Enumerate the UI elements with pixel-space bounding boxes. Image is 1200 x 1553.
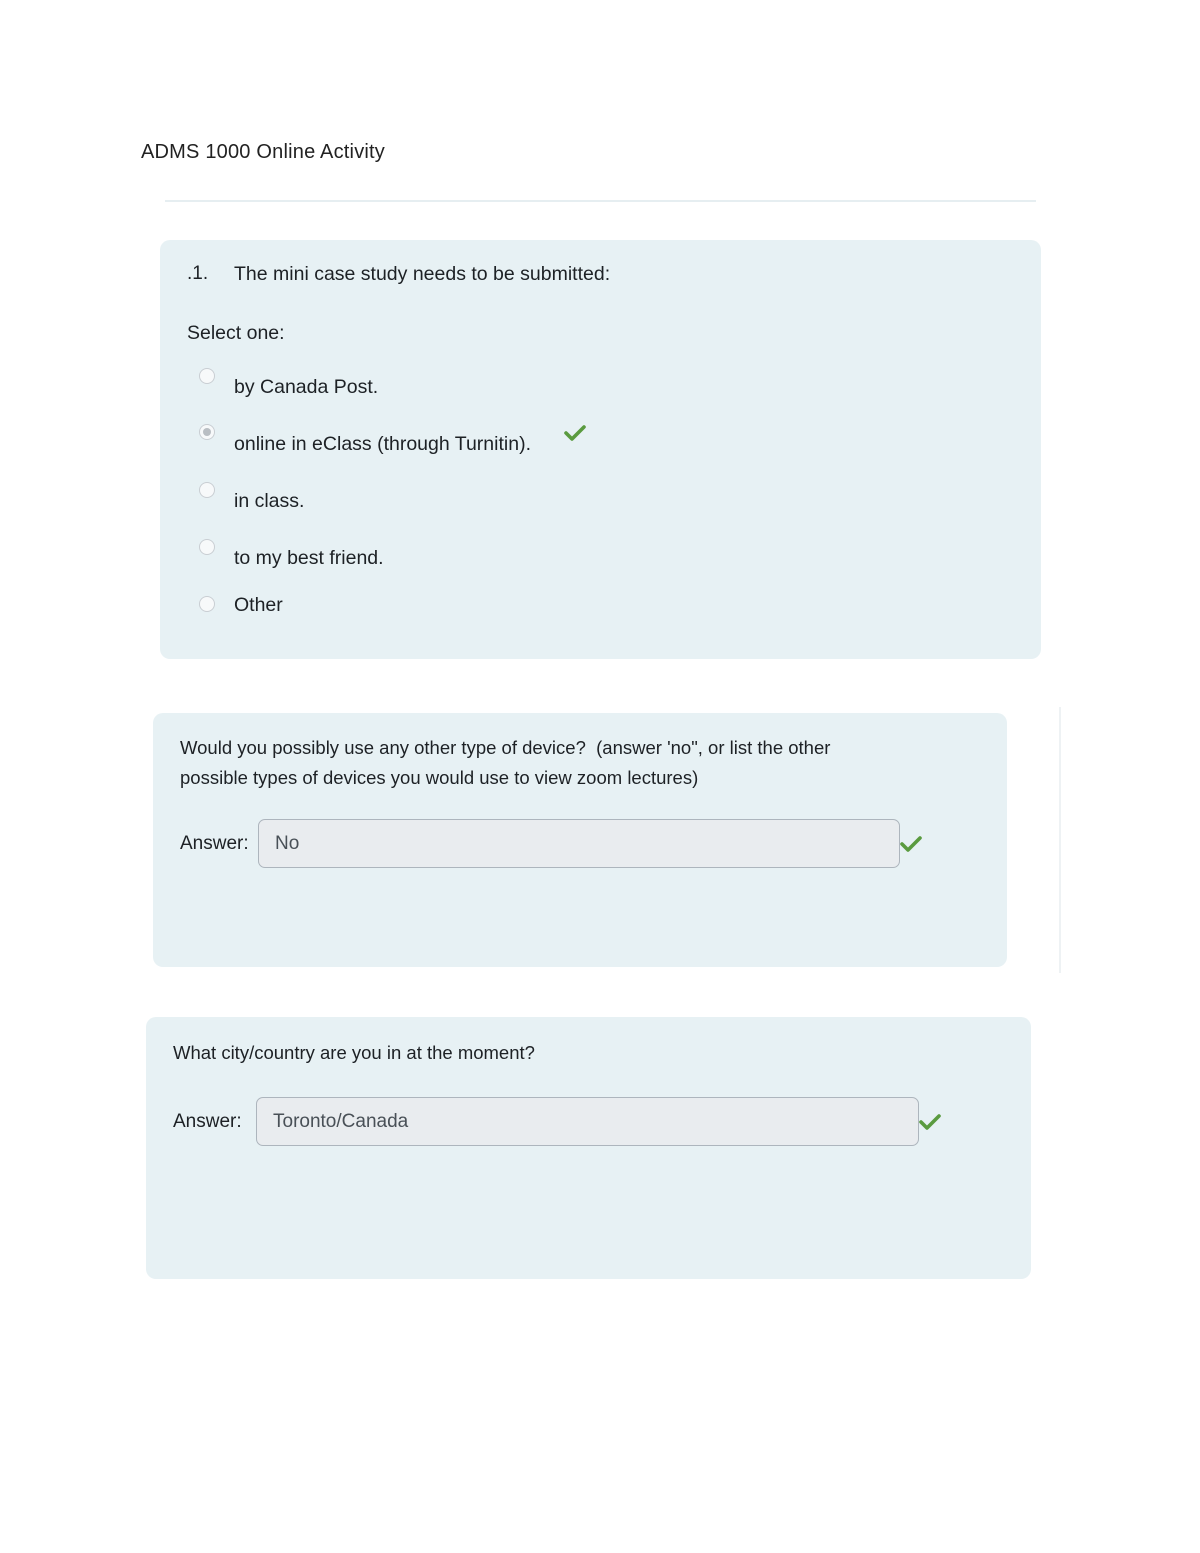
- option-label-other[interactable]: Other: [234, 594, 283, 616]
- question-card-2: [153, 713, 1007, 967]
- correct-check-icon: [919, 1113, 941, 1131]
- header-divider: [165, 200, 1036, 202]
- document-title: ADMS 1000 Online Activity: [141, 141, 385, 163]
- option-radio-canada-post[interactable]: [199, 368, 215, 384]
- question-text: The mini case study needs to be submitted:: [234, 263, 611, 285]
- question-prompt-line-2: possible types of devices you would use to view zoom lectures): [180, 767, 699, 788]
- select-one-instruction: Select one:: [187, 322, 285, 344]
- option-radio-other[interactable]: [199, 596, 215, 612]
- question-card-3: [146, 1017, 1031, 1279]
- question-prompt: [180, 733, 960, 793]
- option-label-eclass[interactable]: online in eClass (through Turnitin).: [234, 433, 531, 455]
- correct-check-icon: [564, 424, 586, 442]
- answer-label: Answer:: [173, 1111, 242, 1132]
- question-number: .1.: [187, 263, 209, 284]
- answer-label: Answer:: [180, 833, 249, 854]
- option-label-canada-post[interactable]: by Canada Post.: [234, 376, 379, 398]
- answer-input[interactable]: [258, 819, 900, 868]
- question-card-1: [160, 240, 1041, 659]
- side-divider: [1059, 707, 1061, 973]
- option-radio-eclass[interactable]: [199, 424, 215, 440]
- option-label-in-class[interactable]: in class.: [234, 490, 305, 512]
- option-radio-in-class[interactable]: [199, 482, 215, 498]
- question-prompt-line-1: Would you possibly use any other type of device? (answer 'no", or list the other: [180, 737, 831, 758]
- option-label-best-friend[interactable]: to my best friend.: [234, 547, 384, 569]
- correct-check-icon: [900, 835, 922, 853]
- answer-input[interactable]: [256, 1097, 919, 1146]
- option-radio-best-friend[interactable]: [199, 539, 215, 555]
- question-prompt: What city/country are you in at the moment?: [173, 1042, 535, 1063]
